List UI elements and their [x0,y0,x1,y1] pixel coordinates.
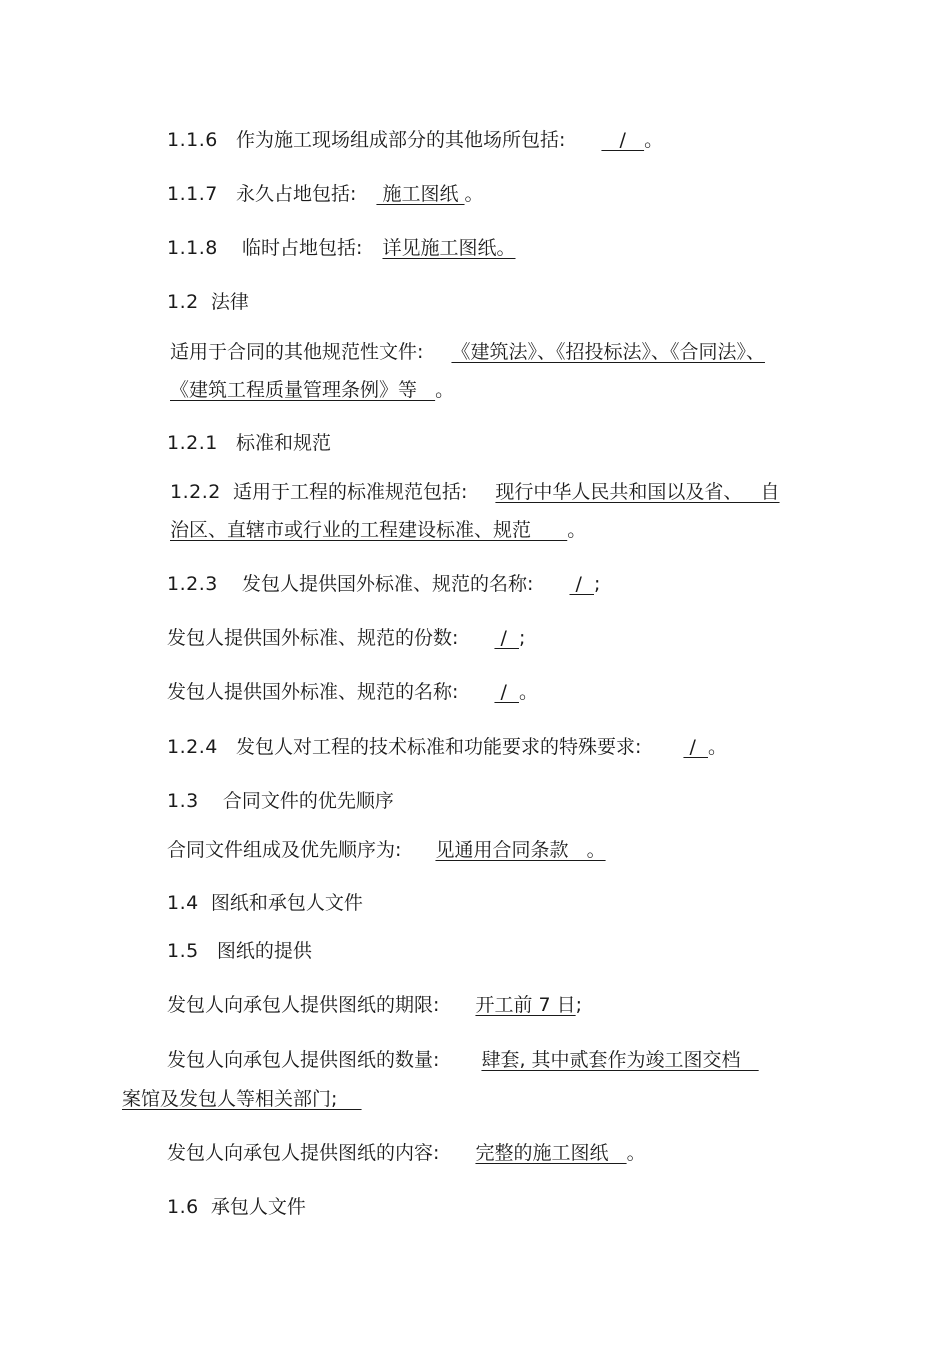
clause-end: 。 [464,183,484,205]
clause-value-continued: 《建筑工程质量管理条例》等 [170,379,436,401]
clause-label: 作为施工现场组成部分的其他场所包括: [235,129,566,151]
clause-label: 发包人提供国外标准、规范的名称: [242,573,534,595]
clause-1-2-3 [167,572,600,596]
clause-value: 开工前 7 日 [475,994,576,1016]
clause-label: 发包人提供国外标准、规范的份数: [167,627,459,649]
clause-value: 见通用合同条款 。 [435,839,606,861]
clause-value-continued: 治区、直辖市或行业的工程建设标准、规范 [170,519,568,541]
clause-label: 合同文件组成及优先顺序为: [167,839,402,861]
clause-number: 1.2.4 [167,736,218,758]
clause-1-1-7 [167,182,484,206]
clause-label: 发包人向承包人提供图纸的数量: [167,1049,440,1071]
clause-drawing-quantity-line2 [122,1087,362,1111]
section-title: 法律 [210,291,249,313]
clause-value: 详见施工图纸。 [382,237,516,259]
clause-number: 1.1.6 [167,129,218,151]
clause-value: 肆套, 其中贰套作为竣工图交档 [481,1049,759,1071]
clause-label: 永久占地包括: [235,183,357,205]
clause-1-1-6 [167,128,663,152]
clause-number: 1.2.2 [170,481,221,503]
clause-value: 完整的施工图纸 [475,1142,627,1164]
clause-number: 1.1.7 [167,183,218,205]
section-1-5 [167,939,312,963]
clause-drawing-content [167,1141,646,1165]
clause-value: 现行中华人民共和国以及省、 自 [495,481,780,503]
section-number: 1.4 [167,892,199,914]
clause-end: 。 [644,129,664,151]
clause-number: 1.2.3 [167,573,218,595]
section-1-4 [167,891,363,915]
clause-1-1-8 [167,236,516,260]
clause-label: 发包人对工程的技术标准和功能要求的特殊要求: [235,736,642,758]
section-number: 1.3 [167,790,199,812]
clause-value: / [494,681,519,703]
clause-1-2-1 [167,431,331,455]
clause-label: 发包人向承包人提供图纸的内容: [167,1142,440,1164]
clause-label: 临时占地包括: [242,237,363,259]
section-title: 合同文件的优先顺序 [222,790,394,812]
clause-value: 施工图纸 [376,183,465,205]
clause-value-continued: 案馆及发包人等相关部门; [122,1088,362,1110]
section-1-3 [167,789,394,813]
clause-value: / [601,129,645,151]
section-1-2 [167,290,249,314]
clause-value: 《建筑法》、《招投标法》、《合同法》、 [451,341,765,363]
clause-end: ; [594,573,601,595]
clause-value: / [683,736,708,758]
clause-1-2-2-line1 [170,480,780,504]
clause-number: 1.1.8 [167,237,218,259]
clause-label: 发包人提供国外标准、规范的名称: [167,681,459,703]
section-number: 1.2 [167,291,199,313]
clause-value: / [569,573,595,595]
clause-number: 1.2.1 [167,432,218,454]
section-title: 承包人文件 [210,1196,306,1218]
clause-end: ; [575,994,583,1016]
clause-end: 。 [435,379,455,401]
clause-label: 发包人向承包人提供图纸的期限: [167,994,440,1016]
clause-value: / [494,627,519,649]
clause-end: 。 [518,681,538,703]
section-1-6 [167,1195,306,1219]
clause-foreign-names [167,680,538,704]
section-title: 图纸和承包人文件 [210,892,363,914]
clause-foreign-copies [167,626,525,650]
clause-end: 。 [626,1142,646,1164]
clause-laws-line1 [170,340,765,364]
section-title: 图纸的提供 [216,940,312,962]
clause-laws-line2 [170,378,454,402]
clause-priority-order [167,838,606,862]
clause-label: 适用于合同的其他规范性文件: [170,341,424,363]
clause-drawing-quantity-line1 [167,1048,759,1072]
clause-end: 。 [707,736,727,758]
section-number: 1.5 [167,940,199,962]
clause-1-2-4 [167,735,727,759]
section-number: 1.6 [167,1196,199,1218]
clause-1-2-2-line2 [170,518,586,542]
clause-end: 。 [567,519,587,541]
clause-end: ; [518,627,526,649]
clause-drawing-deadline [167,993,582,1017]
clause-label: 标准和规范 [235,432,331,454]
clause-label: 适用于工程的标准规范包括: [232,481,468,503]
